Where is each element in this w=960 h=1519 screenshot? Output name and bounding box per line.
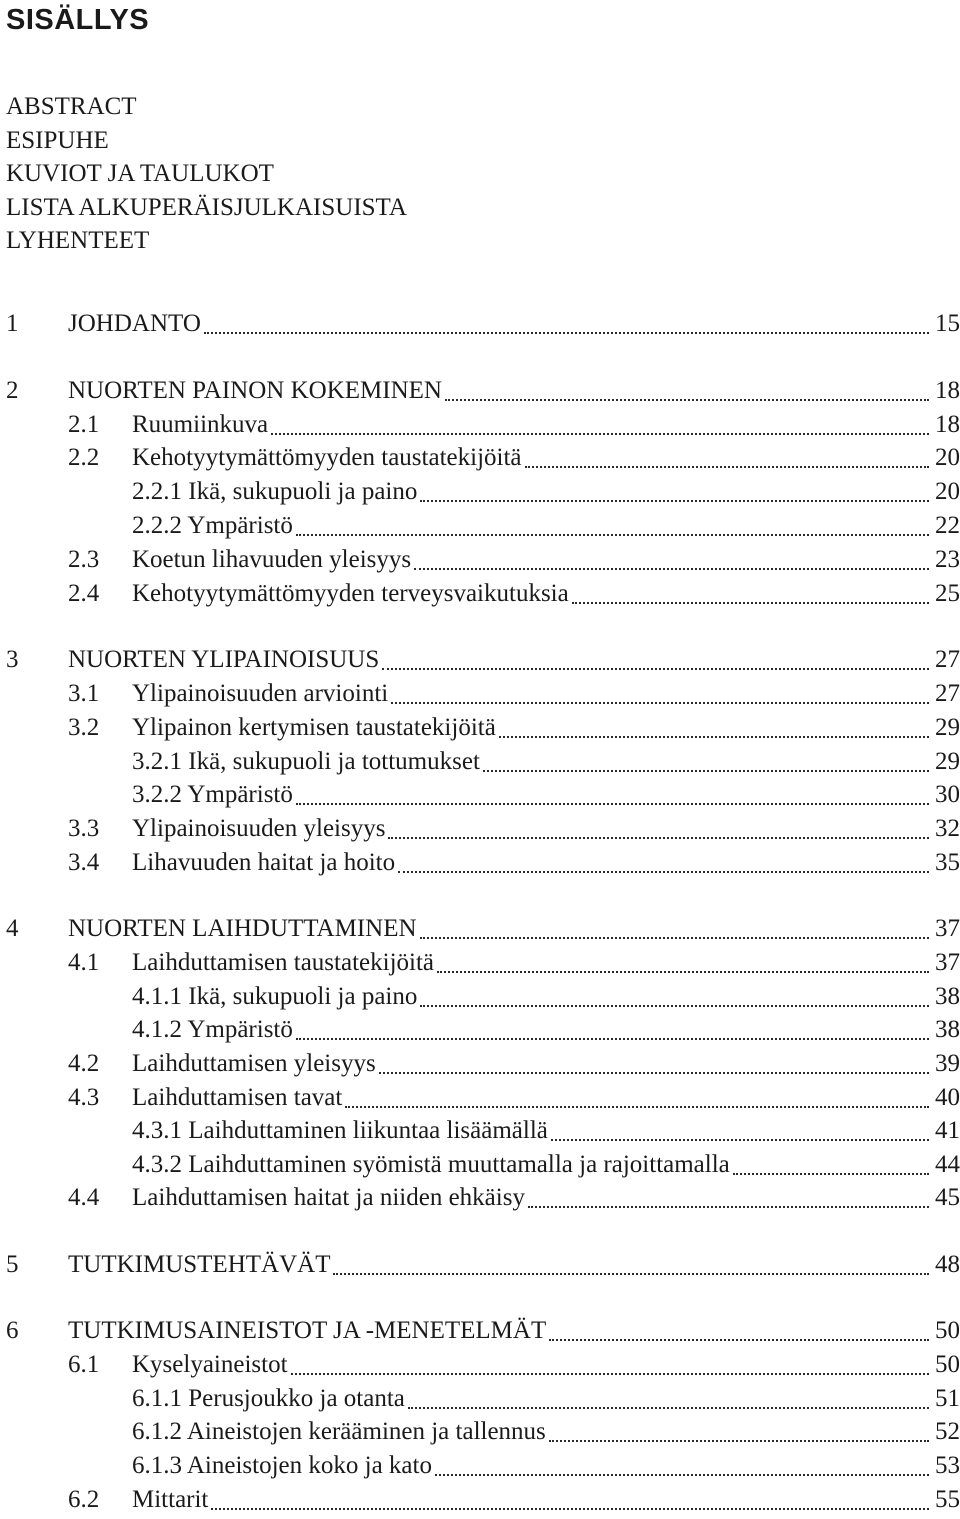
toc-entry-title: NUORTEN YLIPAINOISUUS [68,646,380,673]
toc-entry-number: 5 [6,1251,19,1278]
toc-entry-page: 51 [935,1385,960,1412]
toc-entry-page: 20 [935,478,960,505]
front-matter-item: KUVIOT JA TAULUKOT [6,160,274,187]
toc-entry-number: 2.3 [68,546,100,573]
toc-entry-line [132,812,960,846]
page-title: SISÄLLYS [6,4,150,36]
toc-entry-line [132,475,960,509]
toc-entry-page: 41 [935,1117,960,1144]
toc-entry-line [132,1181,960,1215]
toc-entry-line [132,509,960,543]
toc-entry-title: 2.2.2 Ympäristö [132,512,293,539]
dot-leader [549,1440,929,1442]
toc-entry-title: Ylipainoisuuden arviointi [132,680,389,707]
toc-entry-number: 2.1 [68,411,100,438]
toc-entry[interactable] [0,441,960,475]
toc-entry-line [132,1148,960,1182]
toc-entry-title: NUORTEN PAINON KOKEMINEN [68,377,442,404]
toc-entry-title: Ruumiinkuva [132,411,269,438]
toc-entry-page: 48 [935,1251,960,1278]
dot-leader [211,1508,929,1510]
toc-entry[interactable] [0,677,960,711]
toc-entry-title: 4.3.1 Laihduttaminen liikuntaa lisäämällä [132,1117,548,1144]
front-matter-list [6,90,407,258]
dot-leader [296,803,929,805]
toc-entry[interactable] [0,307,960,341]
toc-entry-page: 29 [935,748,960,775]
dot-leader [382,668,929,670]
dot-leader [204,332,929,334]
toc-entry-page: 29 [935,714,960,741]
toc-entry-line [132,1415,960,1449]
toc-entry-page: 35 [935,849,960,876]
toc-entry-title: Koetun lihavuuden yleisyys [132,546,412,573]
front-matter-item: ESIPUHE [6,126,109,154]
toc-entry[interactable] [0,1483,960,1517]
dot-leader [733,1173,929,1175]
toc-entry-line [68,374,960,408]
toc-entry[interactable] [0,778,960,812]
toc-entry-number: 4.4 [68,1184,100,1211]
toc-entry-line [132,441,960,475]
toc-entry[interactable] [0,1181,960,1215]
dot-leader [483,770,929,772]
dot-leader [391,702,929,704]
toc-entry[interactable] [0,912,960,946]
toc-entry-line [132,677,960,711]
toc-entry-line [132,778,960,812]
toc-entry-title: 3.2.1 Ikä, sukupuoli ja tottumukset [132,748,480,775]
toc-entry-page: 50 [935,1317,960,1344]
dot-leader [528,1206,929,1208]
toc-entry-page: 18 [935,411,960,438]
toc-entry-page: 52 [935,1418,960,1445]
toc-entry-line [132,1047,960,1081]
toc-entry-line [132,408,960,442]
toc-entry-page: 30 [935,781,960,808]
toc-entry[interactable] [0,408,960,442]
toc-entry-line [132,1382,960,1416]
dot-leader [437,971,929,973]
toc-entry-title: Ylipainon kertymisen taustatekijöitä [132,714,496,741]
toc-entry-number: 6.2 [68,1486,100,1513]
toc-entry[interactable] [0,711,960,745]
dot-leader [333,1273,929,1275]
dot-leader [271,433,929,435]
toc-entry-title: 6.1.3 Aineistojen koko ja kato [132,1452,432,1479]
toc-entry[interactable] [0,1013,960,1047]
front-matter-item: LYHENTEET [6,227,150,254]
dot-leader [445,399,929,401]
toc-entry[interactable] [0,1047,960,1081]
toc-entry-page: 18 [935,377,960,404]
dot-leader [499,736,929,738]
toc-entry[interactable] [0,1248,960,1282]
dot-leader [572,602,929,604]
toc-entry-title: 3.2.2 Ympäristö [132,781,293,808]
toc-entry-number: 1 [6,310,19,337]
dot-leader [420,937,929,939]
dot-leader [408,1407,929,1409]
toc-entry-page: 15 [935,310,960,337]
toc-entry-page: 27 [935,680,960,707]
toc-entry-page: 55 [935,1486,960,1513]
toc-entry-title: 6.1.1 Perusjoukko ja otanta [132,1385,405,1412]
toc-entry[interactable] [0,745,960,779]
front-matter-item: ABSTRACT [6,93,137,120]
toc-entry-page: 20 [935,444,960,471]
toc-entry-line [132,745,960,779]
toc-entry-title: Lihavuuden haitat ja hoito [132,849,396,876]
toc-entry[interactable] [0,1081,960,1115]
toc-entry-number: 6 [6,1317,19,1344]
toc-entry-line [68,912,960,946]
toc-entry-number: 4.2 [68,1050,100,1077]
toc-entry-title: TUTKIMUSAINEISTOT JA -MENETELMÄT [68,1317,547,1344]
toc-entry-number: 3.1 [68,680,100,707]
toc-entry-page: 37 [935,915,960,942]
dot-leader [291,1373,929,1375]
toc-entry-page: 50 [935,1351,960,1378]
toc-entry[interactable] [0,1415,960,1449]
toc-entry-number: 3.2 [68,714,100,741]
toc-entry-title: 6.1.2 Aineistojen kerääminen ja tallennus [132,1418,546,1445]
dot-leader [420,1005,929,1007]
toc-entry-line [132,1483,960,1517]
toc-entry[interactable] [0,980,960,1014]
toc-entry[interactable] [0,543,960,577]
toc-entry-line [68,307,960,341]
toc-entry-page: 25 [935,580,960,607]
toc-entry-page: 37 [935,949,960,976]
toc-entry-title: Kehotyytymättömyyden taustatekijöitä [132,444,522,471]
toc-entry[interactable] [0,1314,960,1348]
toc-entry-page: 23 [935,546,960,573]
toc-entry-number: 2.2 [68,444,100,471]
toc-entry-line [132,1114,960,1148]
toc-entry-line [132,1081,960,1115]
toc-entry-number: 6.1 [68,1351,100,1378]
toc-entry-number: 4.3 [68,1084,100,1111]
toc-entry-title: JOHDANTO [68,310,201,337]
toc-entry-title: Laihduttamisen tavat [132,1084,343,1111]
toc-entry-page: 38 [935,1016,960,1043]
toc-entry-title: TUTKIMUSTEHTÄVÄT [68,1251,331,1278]
toc-entry-line [132,1449,960,1483]
dot-leader [549,1339,929,1341]
toc-entry-line [132,846,960,880]
toc-entry-line [132,946,960,980]
toc-entry-title: Laihduttamisen taustatekijöitä [132,949,435,976]
toc-entry-title: Laihduttamisen haitat ja niiden ehkäisy [132,1184,525,1211]
toc-entry-number: 3.3 [68,815,100,842]
toc-entry-title: Kyselyaineistot [132,1351,288,1378]
toc-entry-line [132,1013,960,1047]
toc-entry[interactable] [0,1148,960,1182]
dot-leader [379,1072,929,1074]
toc-entry-page: 38 [935,983,960,1010]
toc-entry[interactable] [0,1382,960,1416]
toc-entry[interactable] [0,577,960,611]
toc-entry[interactable] [0,1348,960,1382]
toc-entry[interactable] [0,812,960,846]
toc-entry[interactable] [0,846,960,880]
toc-entry-line [68,1314,960,1348]
toc-entry-number: 2.4 [68,580,100,607]
toc-entry-page: 40 [935,1084,960,1111]
toc-entry-page: 44 [935,1151,960,1178]
toc-entry[interactable] [0,374,960,408]
dot-leader [296,1038,929,1040]
dot-leader [420,500,929,502]
toc-entry[interactable] [0,1114,960,1148]
toc-entry[interactable] [0,475,960,509]
toc-entry-title: Ylipainoisuuden yleisyys [132,815,386,842]
toc-entry-number: 3.4 [68,849,100,876]
toc-entry-page: 32 [935,815,960,842]
toc-entry-title: Kehotyytymättömyyden terveysvaikutuksia [132,580,569,607]
toc-entry-line [68,643,960,677]
front-matter-item: LISTA ALKUPERÄISJULKAISUISTA [6,193,407,221]
toc-entry-page: 39 [935,1050,960,1077]
toc-entry-line [132,1348,960,1382]
toc-entry-number: 4 [6,915,19,942]
toc-entry-number: 3 [6,646,19,673]
toc-entry-title: 4.1.1 Ikä, sukupuoli ja paino [132,983,418,1010]
toc-entry-title: 2.2.1 Ikä, sukupuoli ja paino [132,478,418,505]
toc-entry[interactable] [0,1449,960,1483]
toc-entry-title: NUORTEN LAIHDUTTAMINEN [68,915,417,942]
toc-entry-line [132,577,960,611]
dot-leader [551,1139,929,1141]
dot-leader [345,1106,929,1108]
dot-leader [388,837,929,839]
toc-entry-line [132,543,960,577]
toc-entry-title: 4.1.2 Ympäristö [132,1016,293,1043]
toc-entry[interactable] [0,946,960,980]
toc-entry-line [68,1248,960,1282]
toc-entry-page: 22 [935,512,960,539]
toc-entry-line [132,980,960,1014]
toc-entry[interactable] [0,643,960,677]
toc-entry-page: 45 [935,1184,960,1211]
toc-entry-line [132,711,960,745]
toc-entry-title: Mittarit [132,1486,209,1513]
dot-leader [296,534,929,536]
toc-entry-page: 53 [935,1452,960,1479]
toc-entry[interactable] [0,509,960,543]
toc-entry-page: 27 [935,646,960,673]
toc-entry-title: 4.3.2 Laihduttaminen syömistä muuttamalla ja rajoittamalla [132,1151,730,1178]
dot-leader [414,568,929,570]
toc-entry-number: 2 [6,377,19,404]
dot-leader [525,466,929,468]
dot-leader [435,1474,929,1476]
toc-entry-number: 4.1 [68,949,100,976]
toc-entry-title: Laihduttamisen yleisyys [132,1050,376,1077]
dot-leader [398,871,929,873]
